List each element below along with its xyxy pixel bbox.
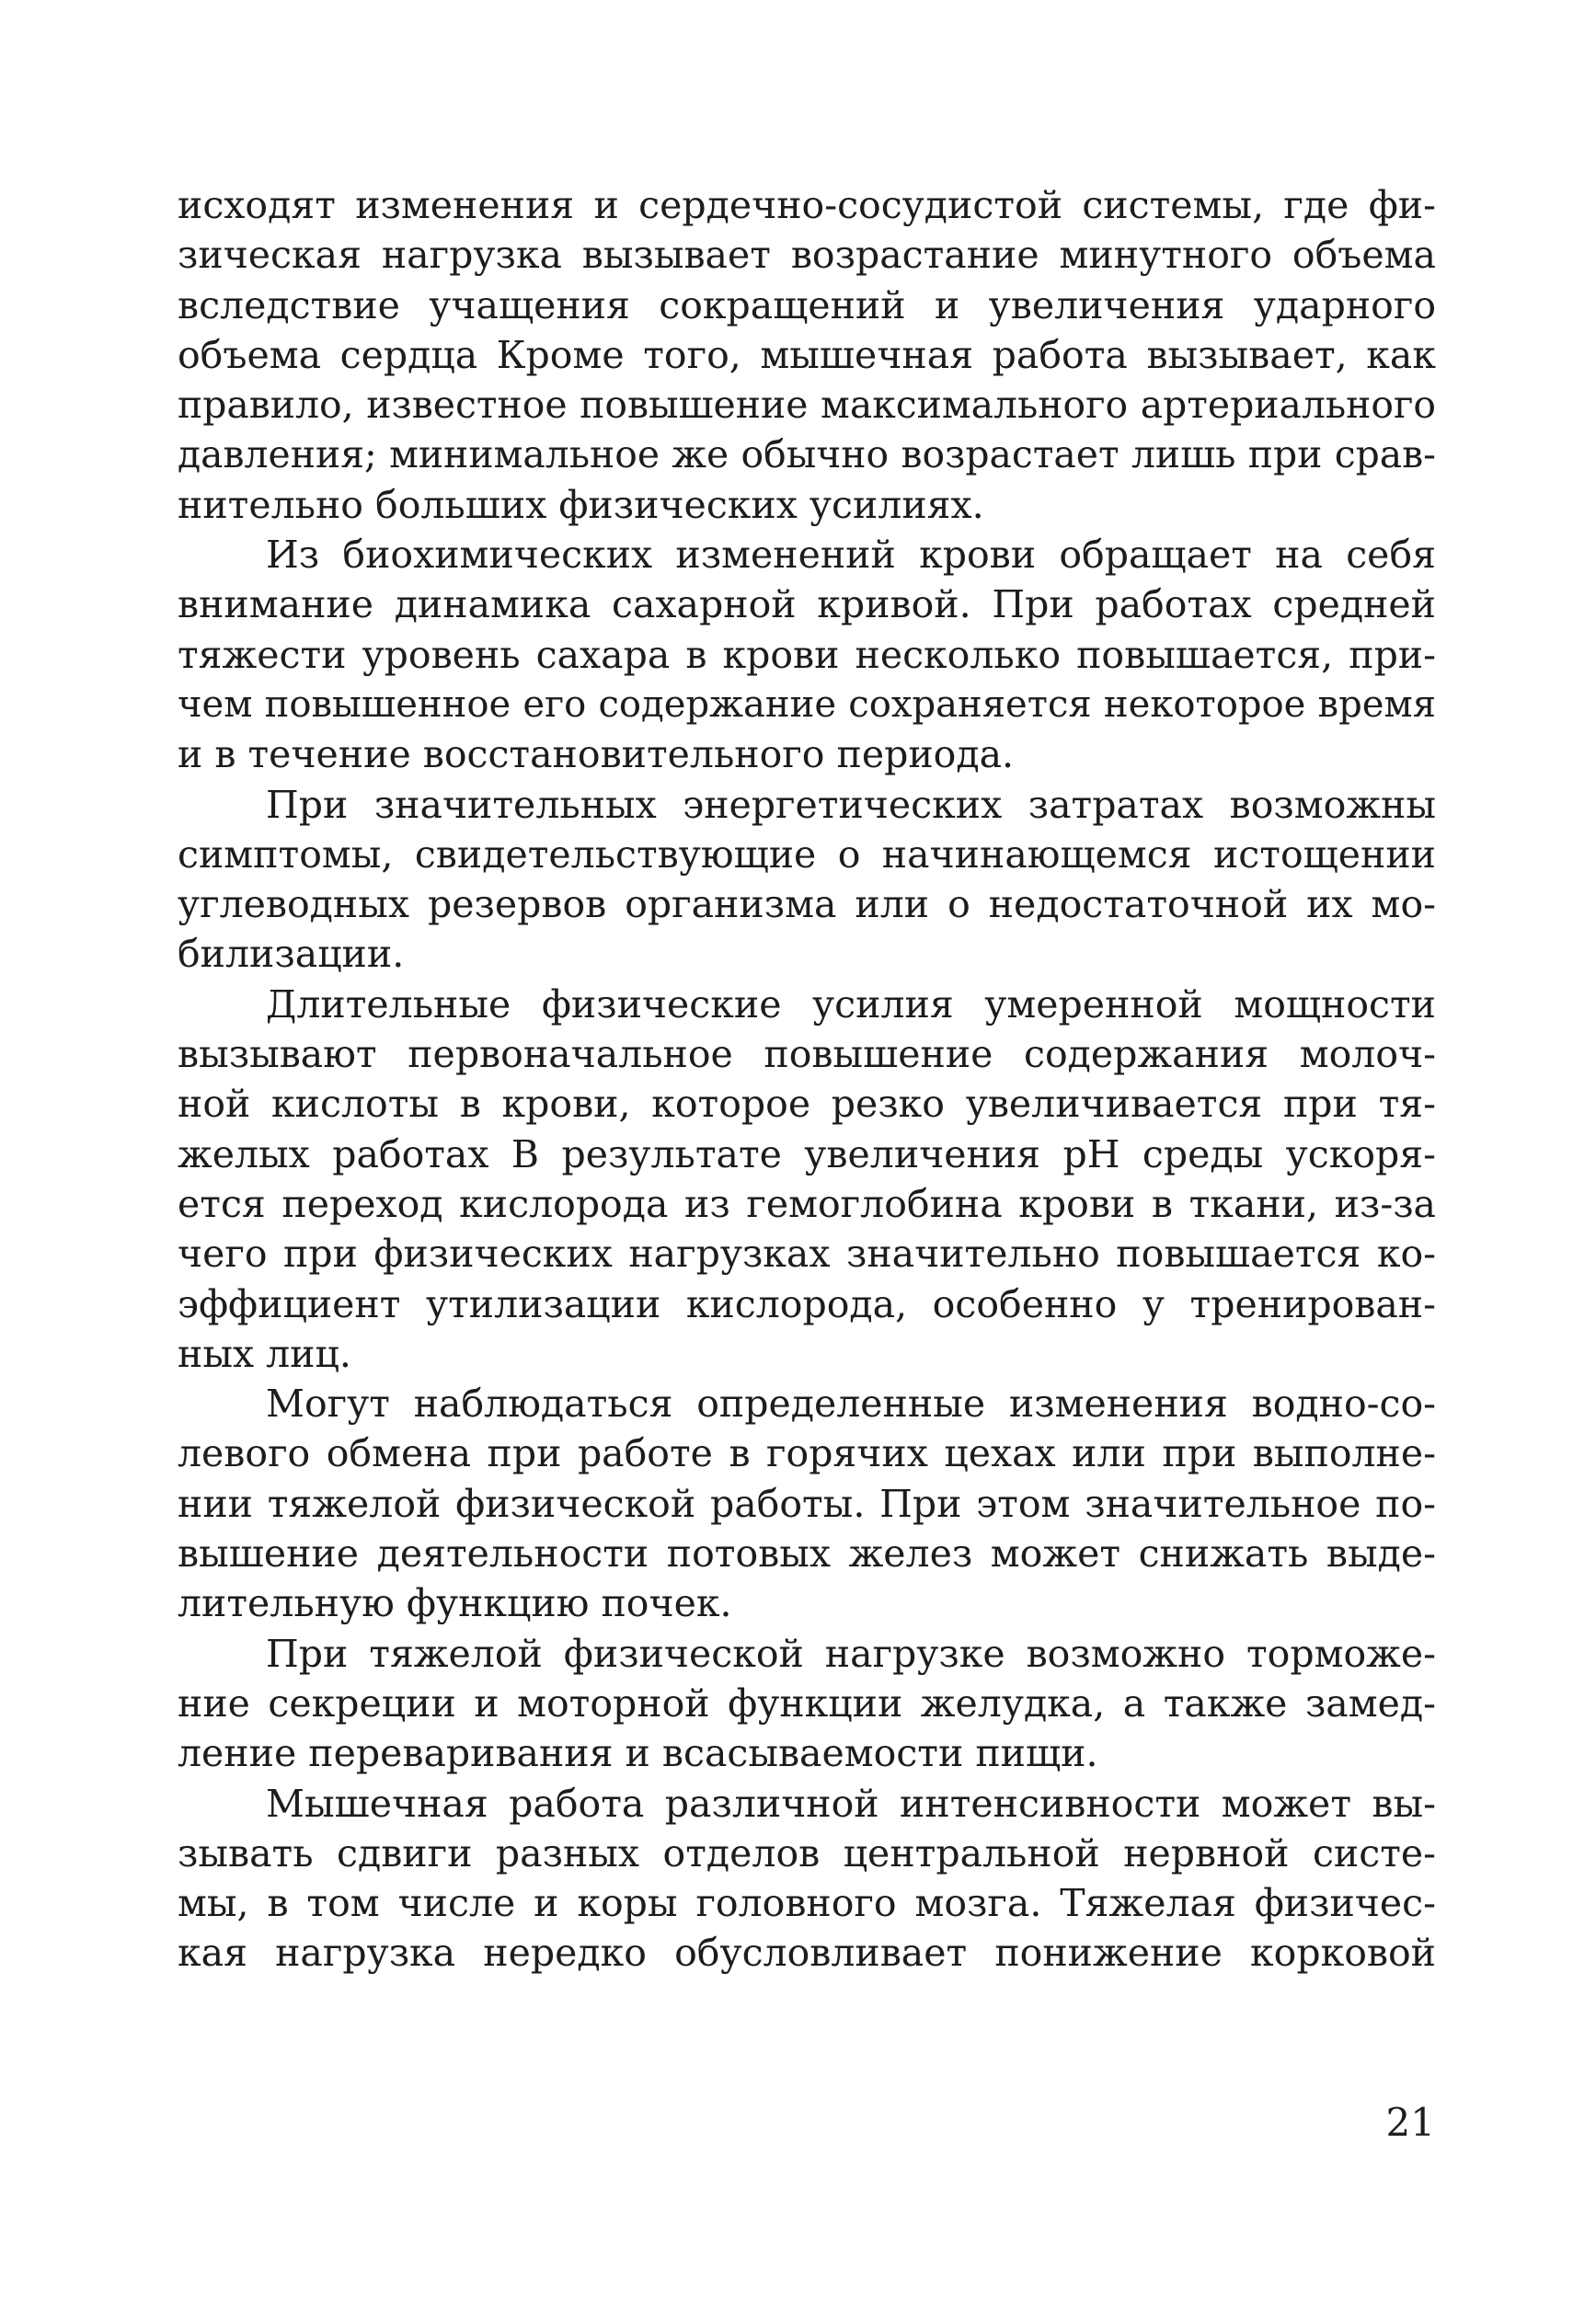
text-line: зическая нагрузка вызывает возрастание минутного объема bbox=[178, 233, 1436, 278]
text-line: нительно больших физических усилиях. bbox=[178, 482, 984, 527]
text-line: ление переваривания и всасываемости пищи. bbox=[178, 1731, 1098, 1776]
text-line: тяжести уровень сахара в крови несколько повышается, при- bbox=[178, 632, 1436, 677]
text-line: желых работах В результате увеличения pH среды ускоря- bbox=[178, 1131, 1436, 1176]
text-line: чего при физических нагрузках значительно повышается ко- bbox=[178, 1232, 1436, 1277]
text-line: зывать сдвиги разных отделов центральной нервной систе- bbox=[178, 1830, 1436, 1875]
text-line: Из биохимических изменений крови обращает на себя bbox=[266, 533, 1436, 578]
text-line: внимание динамика сахарной кривой. При работах средней bbox=[178, 582, 1436, 627]
text-line: билизации. bbox=[178, 932, 405, 977]
text-line: давления; минимальное же обычно возрастает лишь при срав- bbox=[178, 432, 1436, 477]
text-line: лительную функцию почек. bbox=[178, 1581, 732, 1626]
text-line: ной кислоты в крови, которое резко увеличивается при тя- bbox=[178, 1082, 1436, 1127]
page-number: 21 bbox=[1385, 2100, 1435, 2145]
text-line: При тяжелой физической нагрузке возможно торможе- bbox=[266, 1631, 1436, 1676]
text-line: углеводных резервов организма или о недостаточной их мо- bbox=[178, 882, 1436, 927]
text-line: ние секреции и моторной функции желудка, а также замед- bbox=[178, 1680, 1436, 1726]
text-line: исходят изменения и сердечно-сосудистой системы, где фи- bbox=[178, 183, 1436, 227]
text-line: При значительных энергетических затратах возможны bbox=[266, 782, 1436, 827]
text-line: Могут наблюдаться определенные изменения водно-со- bbox=[266, 1382, 1436, 1427]
text-line: Мышечная работа различной интенсивности может вы- bbox=[266, 1781, 1436, 1826]
text-line: ных лиц. bbox=[178, 1331, 351, 1376]
text-line: ется переход кислорода из гемоглобина крови в ткани, из-за bbox=[178, 1181, 1436, 1226]
text-line: левого обмена при работе в горячих цехах или при выполне- bbox=[178, 1431, 1436, 1476]
text-line: и в течение восстановительного периода. bbox=[178, 732, 1015, 777]
text-line: мы, в том числе и коры головного мозга. Тяжелая физичес- bbox=[178, 1881, 1436, 1926]
text-line: чем повышенное его содержание сохраняется некоторое время bbox=[178, 682, 1436, 726]
text-line: объема сердца Кроме того, мышечная работа вызывает, как bbox=[178, 332, 1436, 377]
text-line: вследствие учащения сокращений и увеличения ударного bbox=[178, 282, 1436, 327]
text-line: вышение деятельности потовых желез может снижать выде- bbox=[178, 1531, 1436, 1577]
text-line: Длительные физические усилия умеренной мощности bbox=[266, 981, 1436, 1027]
body-text bbox=[178, 180, 1436, 1979]
text-line: нии тяжелой физической работы. При этом значительное по- bbox=[178, 1481, 1436, 1526]
text-line: кая нагрузка нередко обусловливает понижение корковой bbox=[178, 1931, 1436, 1976]
text-line: правило, известное повышение максимального артериального bbox=[178, 383, 1436, 428]
text-line: эффициент утилизации кислорода, особенно у тренирован- bbox=[178, 1281, 1436, 1326]
text-line: вызывают первоначальное повышение содержания молоч- bbox=[178, 1032, 1436, 1077]
text-line: симптомы, свидетельствующие о начинающемся истощении bbox=[178, 832, 1436, 877]
